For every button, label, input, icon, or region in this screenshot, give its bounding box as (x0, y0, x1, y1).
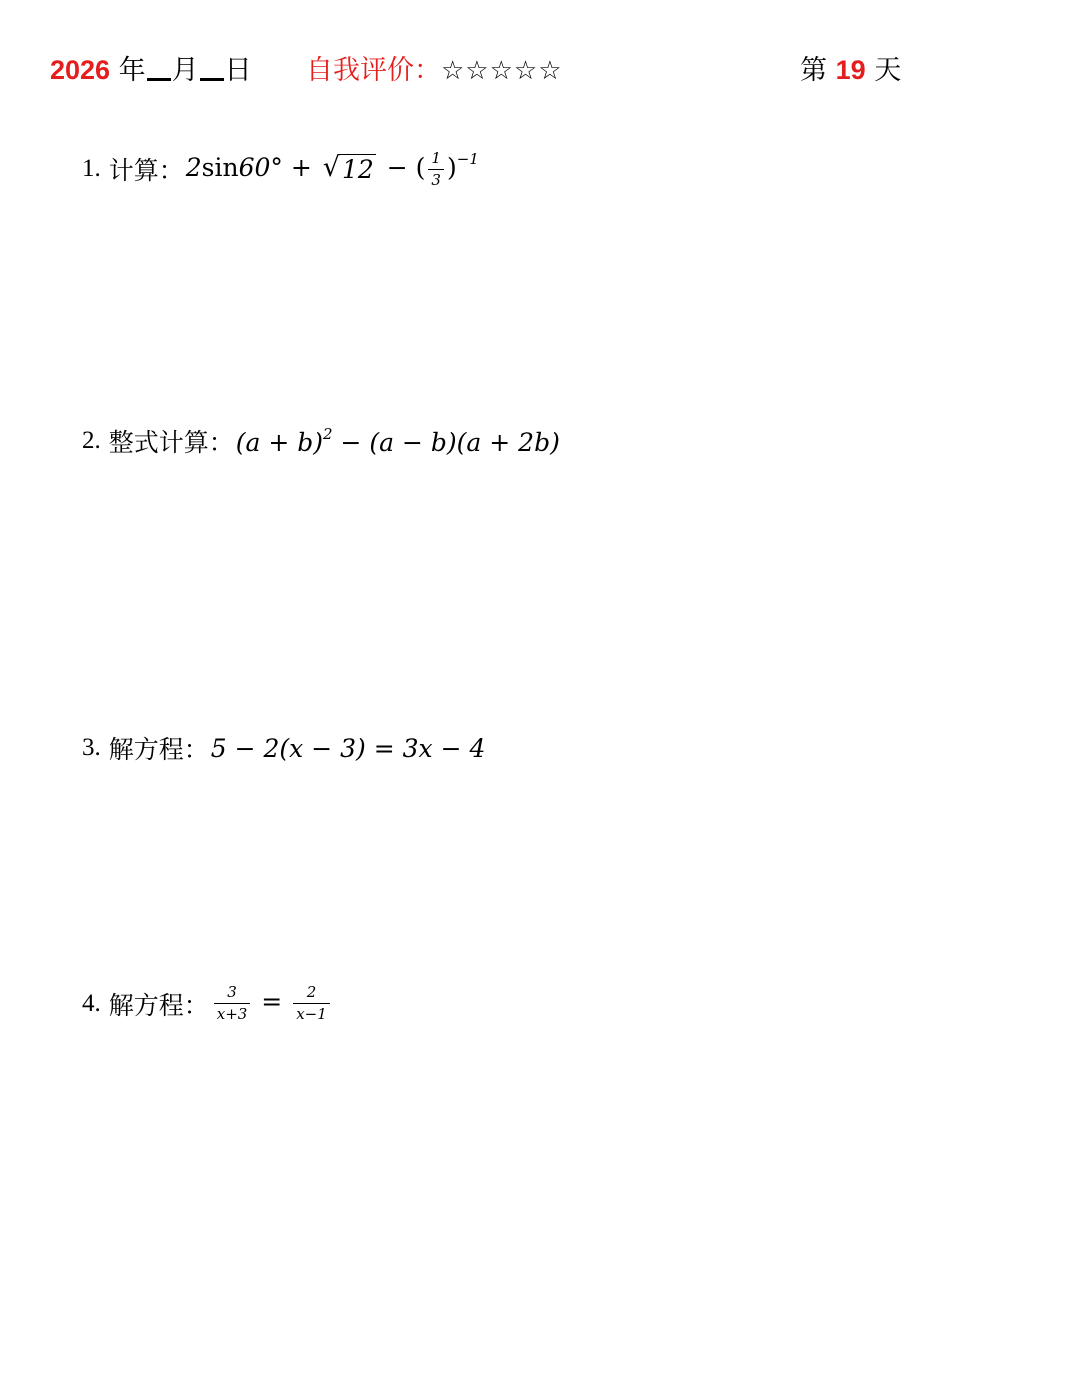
problem-4 (82, 985, 333, 1022)
day-blank[interactable] (200, 54, 224, 81)
problem-expression (236, 425, 560, 457)
problem-label: 整式计算： (108, 428, 234, 457)
expr-part-a: (a + b) (235, 428, 324, 457)
problem-number: 1. (82, 155, 101, 182)
problem-number: 2. (82, 427, 101, 454)
year-char: 年 (118, 55, 146, 86)
left-fraction (214, 985, 251, 1022)
fraction-numerator: 1 (431, 149, 441, 167)
date-field (50, 48, 252, 87)
expr-coef: 2 (185, 153, 202, 182)
problem-1 (82, 150, 479, 188)
rating-stars[interactable]: ☆☆☆☆☆ (441, 56, 563, 86)
expr-minus: − ( (378, 153, 426, 182)
problem-label: 解方程： (108, 735, 209, 764)
worksheet-header (0, 48, 1080, 92)
fraction (428, 151, 444, 188)
problem-expression (186, 150, 479, 188)
expr-plus: + (282, 153, 320, 182)
self-eval-label: 自我评价： (306, 55, 441, 86)
month-char: 月 (171, 55, 199, 86)
day-counter (800, 48, 901, 87)
expr-close: ) (446, 153, 457, 182)
fraction-numerator: 2 (306, 983, 317, 1001)
problem-expression (211, 985, 333, 1022)
year: 2026 (50, 55, 111, 85)
problem-label: 计算： (108, 156, 184, 185)
problem-2 (82, 423, 560, 459)
right-fraction (293, 985, 330, 1022)
fraction-denominator: 3 (428, 169, 444, 188)
expr-part-b: − (a − b)(a + 2b) (332, 428, 560, 457)
self-evaluation (306, 48, 563, 87)
problem-expression: 5 − 2(x − 3) = 3x − 4 (210, 733, 486, 763)
exponent: −1 (456, 150, 479, 168)
day-number: 19 (835, 55, 866, 85)
problem-3 (82, 730, 485, 766)
fraction-denominator: x−1 (293, 1003, 330, 1022)
problem-label: 解方程： (108, 990, 209, 1020)
radicand: 12 (341, 155, 374, 184)
month-blank[interactable] (147, 54, 171, 81)
exponent: 2 (323, 425, 333, 443)
expr-sin: sin (201, 153, 239, 182)
square-root (323, 154, 376, 184)
expr-angle: 60° (238, 153, 283, 182)
day-suffix: 天 (874, 55, 902, 86)
equals-sign: = (253, 987, 291, 1016)
day-char: 日 (224, 55, 252, 86)
problem-number: 4. (82, 989, 101, 1017)
fraction-denominator: x+3 (214, 1003, 251, 1022)
problem-number: 3. (82, 734, 101, 761)
radical-sign-icon: √ (322, 152, 340, 183)
day-prefix: 第 (800, 55, 827, 86)
fraction-numerator: 3 (227, 983, 237, 1001)
